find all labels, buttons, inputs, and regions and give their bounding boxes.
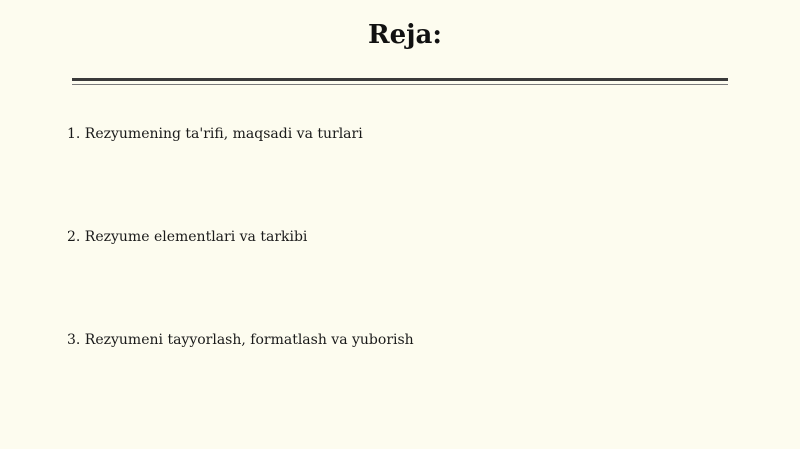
slide-title: Reja: [367, 20, 442, 50]
plan-item-2: 2. Rezyume elementlari va tarkibi [67, 229, 308, 245]
plan-item-1: 1. Rezyumening ta'rifi, maqsadi va turlari [67, 126, 363, 142]
title-divider-thin [72, 84, 728, 85]
plan-item-3: 3. Rezyumeni tayyorlash, formatlash va yuborish [67, 332, 414, 348]
title-divider-thick [72, 78, 728, 81]
